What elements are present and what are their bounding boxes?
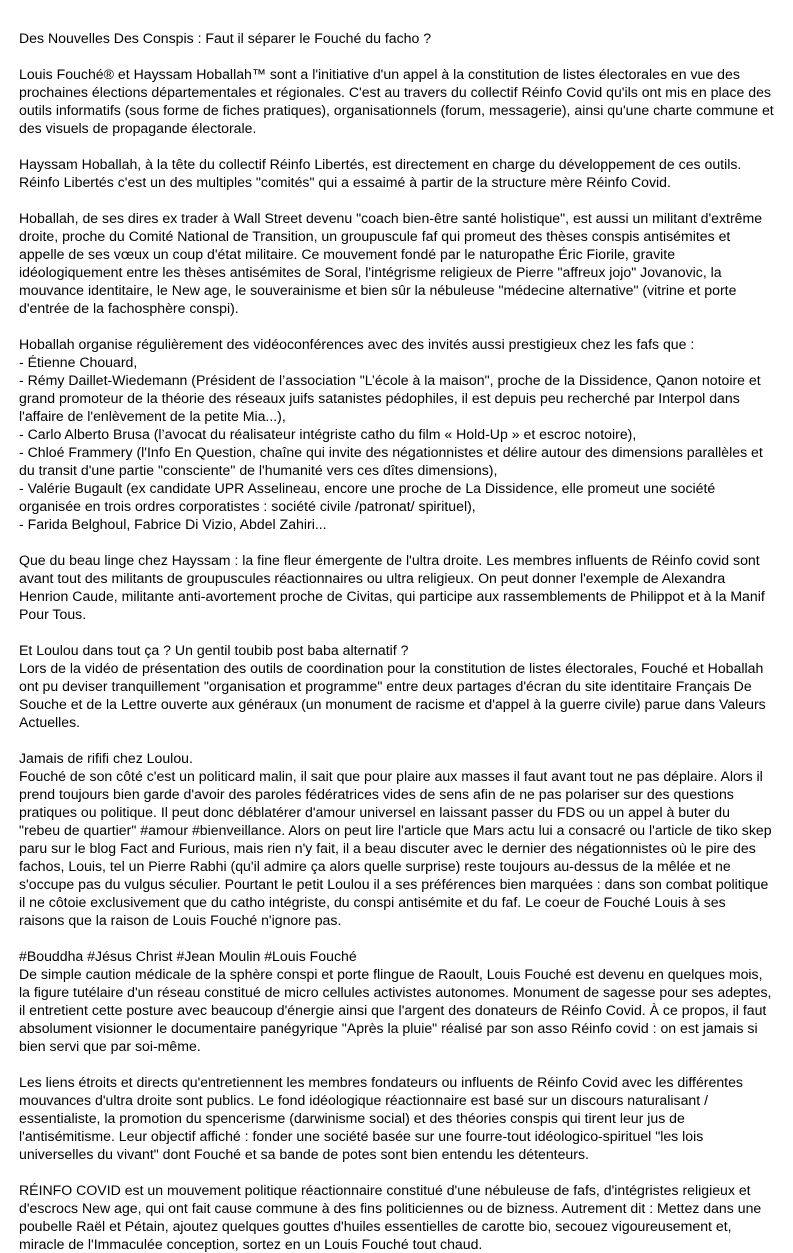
paragraph-1 [19, 65, 773, 137]
text-line: De simple caution médicale de la sphère conspi et porte flingue de Raoult, Louis Fouché est devenu en quelques mois, [19, 966, 763, 982]
text-line: mouvances d'ultra droite sont publics. Le fond idéologique réactionnaire est basé sur un discours naturalisant / [19, 1092, 708, 1108]
text-line: Fouché de son côté c'est un politicard malin, il sait que pour plaire aux masses il faut avant tout ne pas déplaire. Alors il [19, 768, 763, 784]
text-line: Pour Tous. [19, 606, 87, 622]
text-line: prend toujours bien garde d'avoir des paroles fédératrices vides de sens afin de ne pas polariser sur des questions [19, 786, 734, 802]
text-line: universelles du vivant" dont Fouché et sa bande de potes sont bien entendu les détenteurs. [19, 1146, 589, 1162]
text-line: "rebeu de quartier" #amour #bienveillance. Alors on peut lire l'article que Mars actu lui a consacré ou l'article de tiko skep [19, 822, 772, 838]
text-line: il entretient cette posture avec beaucoup d'énergie ainsi que l'argent des donateurs de Réinfo Covid. À ce propos, il faut [19, 1002, 767, 1018]
text-line: absolument visionner le documentaire panégyrique "Après la pluie" réalisé par son asso Réinfo covid : on est jamais si [19, 1020, 758, 1036]
text-line: ont pu deviser tranquillement "organisation et programme" entre deux partages d'écran du site identitaire Français De [19, 678, 752, 694]
text-line: fachos, Louis, tel un Pierre Rabhi (qu'il admire ça alors quelle surprise) reste toujours au-dessus de la mêlée et ne [19, 858, 731, 874]
text-line: paru sur le blog Fact and Furious, mais rien n'y fait, il a beau discuter avec le dernier des négationnistes où le pire des [19, 840, 756, 856]
text-line: droite, proche du Comité National de Transition, un groupuscule faf qui promeut des thèses conspis antisémites et [19, 228, 731, 244]
text-line: la figure tutélaire d'un réseau constitué de micro cellules activistes autonomes. Monument de sagesse pour ses adeptes, [19, 984, 772, 1000]
text-line: mouvance identitaire, le New age, le souverainisme et bien sûr la nébuleuse "médecine alternative" (vitrine et porte [19, 282, 737, 298]
text-line: Souche et de la Lettre ouverte aux généraux (un monument de racisme et d'appel à la guerre civile) parue dans Valeurs [19, 696, 766, 712]
text-line: Hoballah, de ses dires ex trader à Wall Street devenu "coach bien-être santé holistique", est aussi un militant d'extrême [19, 210, 763, 226]
text-line: Les liens étroits et directs qu'entretiennent les membres fondateurs ou influents de Réinfo Covid avec les différentes [19, 1074, 743, 1090]
text-line: avant tout des militants de groupuscules réactionnaires ou ultra religieux. On peut donner l'exemple de Alexandra [19, 570, 726, 586]
text-line: - Valérie Bugault (ex candidate UPR Asselineau, encore une proche de La Dissidence, elle promeut une société [19, 480, 716, 496]
text-line: Jamais de rififi chez Loulou. [19, 750, 193, 766]
paragraph-8 [19, 947, 773, 1055]
text-line: du transit d'une partie "consciente" de l'humanité vers ces dîtes dimensions), [19, 462, 498, 478]
paragraph-5 [19, 551, 773, 623]
text-line: miracle de l'Immaculée conception, sortez en un Louis Fouché tout chaud. [19, 1236, 483, 1252]
text-line: Actuelles. [19, 714, 81, 730]
text-line: RÉINFO COVID est un mouvement politique réactionnaire constitué d'une nébuleuse de fafs, d'intégristes religieux et [19, 1182, 751, 1198]
text-line: - Carlo Alberto Brusa (l’avocat du réalisateur intégriste catho du film « Hold-Up » et escroc notoire), [19, 426, 637, 442]
text-line: bien servi que par soi-même. [19, 1038, 201, 1054]
text-line: outils informatifs (sous forme de fiches pratiques), organisationnels (forum, messagerie), ainsi qu'une charte commune et [19, 102, 774, 118]
paragraph-6 [19, 641, 773, 731]
text-line: appelle de ses vœux un coup d'état militaire. Ce mouvement fondé par le naturopathe Éric Fiorile, gravite [19, 246, 676, 262]
article-title: Des Nouvelles Des Conspis : Faut il séparer le Fouché du facho ? [19, 30, 432, 46]
text-line: d'escrocs New age, qui ont fait cause commune à des fins politiciennes ou de bizness. Autrement dit : Mettez dans une [19, 1200, 762, 1216]
text-line: essentialiste, la promotion du spencerisme (darwinisme social) et des théories conspis qui tirent leur jus de [19, 1110, 685, 1126]
text-line: Henrion Caude, militante anti-avortement proche de Civitas, qui participe aux rassemblements de Philippot et à la Manif [19, 588, 765, 604]
text-line: - Chloé Frammery (l'Info En Question, chaîne qui invite des négationnistes et délire autour des dimensions parallèles et [19, 444, 763, 460]
text-line: raisons que la raison de Louis Fouché n'ignore pas. [19, 912, 342, 928]
paragraph-10 [19, 1181, 773, 1253]
text-line: grand promoteur de la théorie des réseaux juifs satanistes pédophiles, il est depuis peu recherché par Interpol dans [19, 390, 740, 406]
text-line: Louis Fouché® et Hayssam Hoballah™ sont a l'initiative d'un appel à la constitution de listes électorales en vue des [19, 66, 740, 82]
text-line: Et Loulou dans tout ça ? Un gentil toubib post baba alternatif ? [19, 642, 409, 658]
text-line: Que du beau linge chez Hayssam : la fine fleur émergente de l'ultra droite. Les membres influents de Réinfo covid sont [19, 552, 760, 568]
article-body [19, 65, 773, 1253]
text-line: Lors de la vidéo de présentation des outils de coordination pour la constitution de listes électorales, Fouché et Hoballah [19, 660, 764, 676]
text-line: poubelle Raël et Pétain, ajoutez quelques gouttes d'huiles essentielles de carotte bio, secouez vigoureusement et, [19, 1218, 732, 1234]
paragraph-9 [19, 1073, 773, 1163]
text-line: des visuels de propagande électorale. [19, 120, 257, 136]
text-line: prochaines élections départementales et régionales. C'est au travers du collectif Réinfo Covid qu'ils ont mis en place des [19, 84, 771, 100]
text-line: - Rémy Daillet-Wiedemann (Président de l’association "L’école à la maison", proche de la Dissidence, Qanon notoire et [19, 372, 761, 388]
text-line: #Bouddha #Jésus Christ #Jean Moulin #Louis Fouché [19, 948, 357, 964]
text-line: d'entrée de la fachosphère conspi). [19, 300, 239, 316]
text-line: organisée en trois ordres corporatistes : société civile /patronat/ spirituel), [19, 498, 476, 514]
text-line: il ne côtoie exclusivement que du catho intégriste, du conspi antisémite et du faf. Le coeur de Fouché Louis à ses [19, 894, 726, 910]
text-line: idéologiquement entre les thèses antisémites de Soral, l'intégrisme religieux de Pierre "affreux jojo" Jovanovic, la [19, 264, 722, 280]
paragraph-4 [19, 335, 773, 533]
text-line: pratiques ou politique. Il peut donc déblatérer d'amour universel en laissant passer du FDS ou un appel à buter du [19, 804, 730, 820]
text-line: - Étienne Chouard, [19, 354, 138, 370]
paragraph-3 [19, 209, 773, 317]
text-line: - Farida Belghoul, Fabrice Di Vizio, Abdel Zahiri... [19, 516, 327, 532]
text-line: l'affaire de l'enlèvement de la petite Mia...), [19, 408, 286, 424]
text-line: s'occupe pas du vulgus séculier. Pourtant le petit Loulou il a ses préférences bien marquées : dans son combat politique [19, 876, 769, 892]
text-line: Hayssam Hoballah, à la tête du collectif Réinfo Libertés, est directement en charge du développement de ces outils. [19, 156, 742, 172]
text-line: Hoballah organise régulièrement des vidéoconférences avec des invités aussi prestigieux chez les fafs que : [19, 336, 695, 352]
paragraph-2 [19, 155, 773, 191]
paragraph-7 [19, 749, 773, 929]
text-line: l'antisémitisme. Leur objectif affiché : fonder une société basée sur une fourre-tout idéologico-spirituel "les lois [19, 1128, 704, 1144]
text-line: Réinfo Libertés c'est un des multiples "comités" qui a essaimé à partir de la structure mère Réinfo Covid. [19, 174, 671, 190]
